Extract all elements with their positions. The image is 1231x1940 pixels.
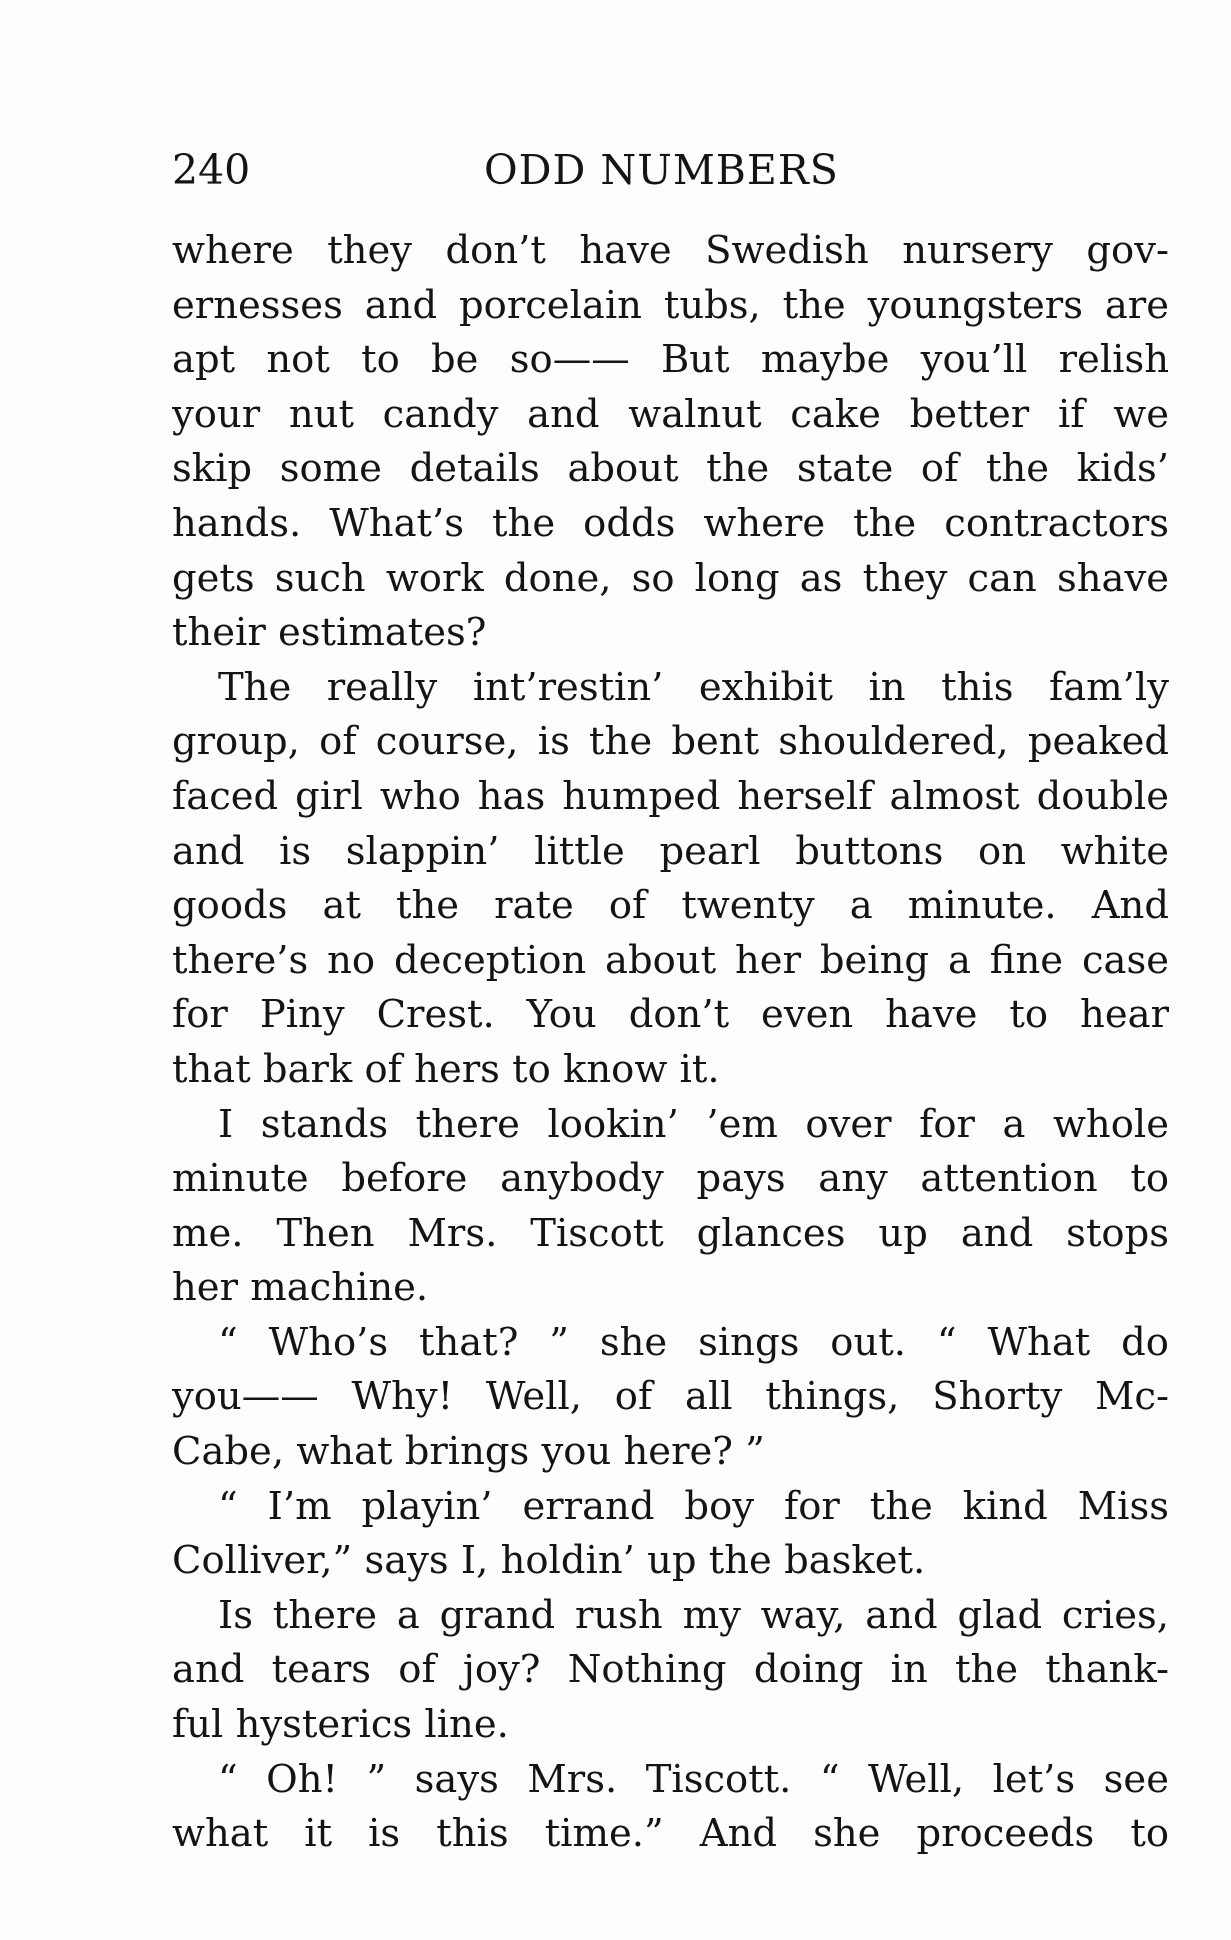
text-line: goods at the rate of twenty a minute. And bbox=[172, 883, 1169, 929]
text-line: Cabe, what brings you here? ” bbox=[172, 1429, 765, 1475]
text-line: hands. What’s the odds where the contractors bbox=[172, 500, 1169, 546]
text-line: group, of course, is the bent shouldered, peaked bbox=[172, 719, 1169, 765]
text-line: faced girl who has humped herself almost double bbox=[172, 773, 1169, 819]
text-line: gets such work done, so long as they can shave bbox=[172, 555, 1169, 601]
text-line: Is there a grand rush my way, and glad cries, bbox=[218, 1592, 1169, 1638]
text-line: where they don’t have Swedish nursery gov- bbox=[172, 228, 1169, 273]
text-line: “ I’m playin’ errand boy for the kind Miss bbox=[218, 1483, 1169, 1529]
text-line: your nut candy and walnut cake better if we bbox=[172, 391, 1169, 437]
text-line: you—— Why! Well, of all things, Shorty Mc- bbox=[172, 1374, 1169, 1420]
text-line: there’s no deception about her being a fine case bbox=[172, 937, 1169, 983]
text-line: apt not to be so—— But maybe you’ll relish bbox=[172, 337, 1169, 383]
text-line: I stands there lookin’ ’em over for a whole bbox=[218, 1101, 1169, 1147]
page-number: 240 bbox=[172, 146, 251, 194]
text-line: me. Then Mrs. Tiscott glances up and stops bbox=[172, 1210, 1169, 1256]
text-line: minute before anybody pays any attention to bbox=[172, 1156, 1169, 1202]
text-line: ful hysterics line. bbox=[172, 1702, 509, 1748]
text-line: for Piny Crest. You don’t even have to hear bbox=[172, 992, 1169, 1038]
text-line: skip some details about the state of the kids’ bbox=[172, 446, 1169, 492]
text-line: that bark of hers to know it. bbox=[172, 1046, 720, 1092]
text-line: their estimates? bbox=[172, 610, 487, 656]
text-line: and is slappin’ little pearl buttons on white bbox=[172, 828, 1169, 874]
text-line: her machine. bbox=[172, 1265, 429, 1311]
text-line: ernesses and porcelain tubs, the youngsters are bbox=[172, 282, 1169, 328]
running-title: ODD NUMBERS bbox=[484, 146, 839, 194]
text-line: and tears of joy? Nothing doing in the thank- bbox=[172, 1647, 1169, 1693]
running-head bbox=[172, 140, 1172, 200]
text-line: what it is this time.” And she proceeds to bbox=[172, 1811, 1169, 1857]
body-text bbox=[172, 224, 1169, 1862]
text-line: “ Oh! ” says Mrs. Tiscott. “ Well, let’s see bbox=[218, 1756, 1169, 1802]
text-line: “ Who’s that? ” she sings out. “ What do bbox=[218, 1319, 1169, 1365]
text-line: The really int’restin’ exhibit in this fam’ly bbox=[218, 664, 1169, 710]
text-line: Colliver,” says I, holdin’ up the basket. bbox=[172, 1538, 926, 1584]
